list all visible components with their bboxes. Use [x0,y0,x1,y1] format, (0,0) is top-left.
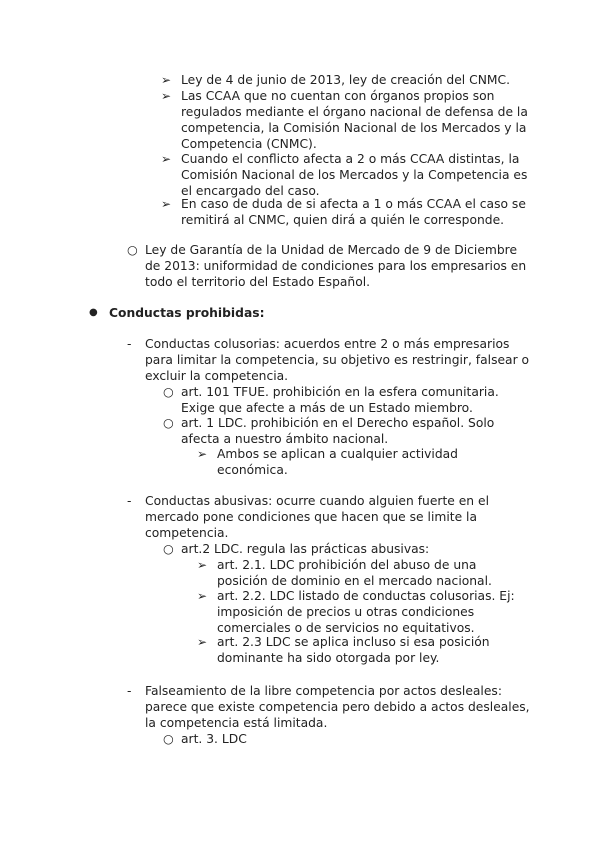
list-item [161,196,531,228]
section-heading-text: Conductas prohibidas: [109,306,265,320]
circle-bullet-icon: ○ [163,385,174,399]
circle-bullet-icon: ○ [163,542,174,556]
list-item-text: art. 1 LDC. prohibición en el Derecho español. Solo afecta a nuestro ámbito nacional. [181,416,495,446]
list-item-text: Las CCAA que no cuentan con órganos propios son regulados mediante el órgano nacional de defensa de la competencia, la Comisión Nacional de los Mercados y la Competencia (CNMC). [181,89,528,151]
arrow-bullet-icon: ➢ [161,197,172,211]
arrow-bullet-icon: ➢ [197,558,208,572]
list-item-text: Ambos se aplican a cualquier actividad económica. [217,447,458,477]
list-item-text: Ley de 4 de junio de 2013, ley de creación del CNMC. [181,73,511,87]
dash-bullet-icon: - [127,494,132,508]
arrow-bullet-icon: ➢ [197,635,208,649]
list-item [161,88,531,152]
list-item [163,731,531,747]
list-item-text: Conductas colusorias: acuerdos entre 2 o más empresarios para limitar la competencia, su objetivo es restringir, falsear o excluir la competencia. [145,337,530,383]
section-heading [89,305,509,321]
arrow-bullet-icon: ➢ [161,73,172,87]
list-item-text: art.2 LDC. regula las prácticas abusivas: [181,542,430,556]
list-item [161,72,531,88]
list-item [161,151,531,199]
list-item-text: art. 2.2. LDC listado de conductas colusorias. Ej: imposición de precios u otras condiciones comerciales o de servicios no equitativos. [217,589,515,635]
list-item [163,541,531,557]
list-item-text: Falseamiento de la libre competencia por actos desleales: parece que existe competencia pero debido a actos desleales, la competencia está limitada. [145,684,530,730]
list-item [163,384,531,416]
list-item [127,493,535,541]
list-item-text: art. 101 TFUE. prohibición en la esfera comunitaria. Exige que afecte a más de un Estado miembro. [181,385,499,415]
arrow-bullet-icon: ➢ [161,152,172,166]
list-item-text: En caso de duda de si afecta a 1 o más CCAA el caso se remitirá al CNMC, quien dirá a quién le corresponde. [181,197,526,227]
list-item [127,242,535,290]
list-item-text: Ley de Garantía de la Unidad de Mercado de 9 de Diciembre de 2013: uniformidad de condiciones para los empresarios en todo el territorio del Estado Español. [145,243,527,289]
list-item-text: Cuando el conflicto afecta a 2 o más CCAA distintas, la Comisión Nacional de los Mercados y la Competencia es el encargado del caso. [181,152,528,198]
list-item [197,446,517,478]
list-item-text: art. 3. LDC [181,732,247,746]
list-item [197,634,517,666]
list-item [127,683,535,731]
circle-bullet-icon: ○ [127,243,138,257]
list-item-text: art. 2.3 LDC se aplica incluso si esa posición dominante ha sido otorgada por ley. [217,635,490,665]
circle-bullet-icon: ○ [163,416,174,430]
list-item [163,415,531,447]
dash-bullet-icon: - [127,337,132,351]
dash-bullet-icon: - [127,684,132,698]
circle-bullet-icon: ○ [163,732,174,746]
arrow-bullet-icon: ➢ [197,589,208,603]
list-item [197,557,517,589]
list-item-text: art. 2.1. LDC prohibición del abuso de una posición de dominio en el mercado nacional. [217,558,492,588]
disc-bullet-icon: ● [89,307,98,318]
list-item-text: Conductas abusivas: ocurre cuando alguien fuerte en el mercado pone condiciones que hacen que se limite la competencia. [145,494,489,540]
list-item [127,336,535,384]
arrow-bullet-icon: ➢ [161,89,172,103]
list-item [197,588,517,636]
arrow-bullet-icon: ➢ [197,447,208,461]
